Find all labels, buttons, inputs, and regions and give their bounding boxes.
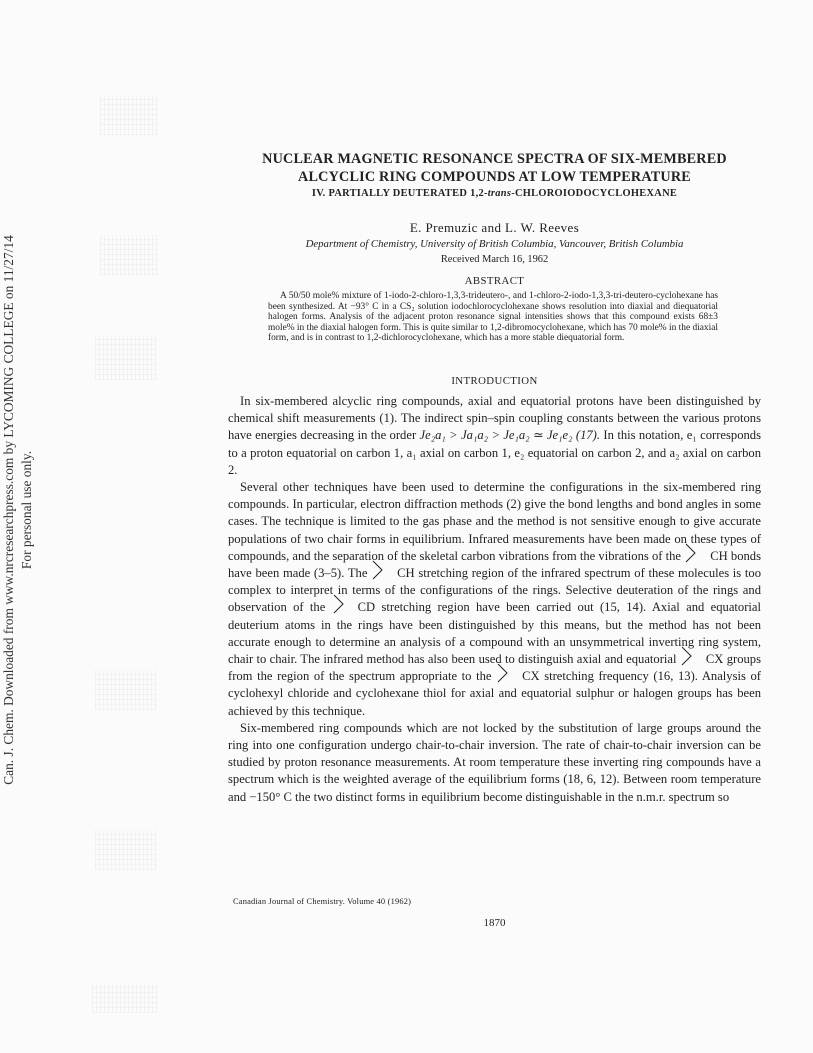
watermark-line-1: Can. J. Chem. Downloaded from www.nrcresearchpress.com by LYCOMING COLLEGE on 11/27/14	[1, 235, 16, 785]
paragraph-3: Six-membered ring compounds which are not locked by the substitution of large groups around the ring into one configuration undergo chair-to-chair inversion. The rate of chair-to-chair inversion can be studied by proton resonance measurements. At room temperature these inverting ring compounds have a spectrum which is the weighted average of the equilibrium forms (18, 6, 12). Between room temperature and −150° C the two distinct forms in equilibrium become distinguishable in the n.m.r. spectrum so	[228, 720, 761, 804]
article-subtitle	[228, 188, 761, 199]
paragraph-1	[228, 393, 761, 479]
bond-bracket-icon	[371, 559, 385, 581]
bond-bracket-icon	[680, 645, 694, 667]
scan-margin-noise	[92, 985, 158, 1013]
p2-text-d: stretching region have been carried out (15, 14). Axial and equatorial deuterium atoms in the rings have been distinguished by this means, but the method has not been accurate enough to determine an analysis of a compound with an unsymmetrical inverting ring system, chair to chair. The infrared method has also been used to distinguish axial and equatorial	[228, 600, 762, 667]
scan-margin-noise	[100, 235, 158, 275]
cx-group-symbol	[496, 668, 540, 685]
subtitle-post: -CHLOROIODOCYCLOHEXANE	[511, 188, 678, 199]
subtitle-italic: trans	[487, 188, 512, 199]
p2-text-a: Several other techniques have been used to determine the configurations in the six-membered ring compounds. In particular, electron diffraction methods (2) give the bond lengths and bond angles in some cases. The technique is limited to the gas phase and the method is not sensitive enough to give accurate populations of two chair forms in equilibrium. Infrared measurements have been made on these types of compounds, and the separation of the skeletal carbon vibrations from the vibrations of the	[228, 480, 761, 563]
bond-bracket-icon	[684, 542, 698, 564]
p2-text-f: stretching frequency (16, 13). Analysis of cyclohexyl chloride and cyclohexane thiol for axial and equatorial sulphur or halogen groups has been achieved by this technique.	[228, 669, 761, 718]
title-line-2: ALCYCLIC RING COMPOUNDS AT LOW TEMPERATURE	[298, 169, 691, 185]
download-watermark	[0, 150, 60, 870]
introduction-body	[228, 393, 761, 806]
ch-label: CH	[397, 566, 415, 581]
introduction-heading: INTRODUCTION	[451, 375, 538, 387]
scan-margin-noise	[95, 670, 157, 710]
ch-label: CH	[710, 548, 728, 563]
bond-bracket-icon	[496, 662, 510, 684]
cx-label: CX	[705, 652, 724, 667]
article-title	[228, 150, 761, 186]
title-line-1: NUCLEAR MAGNETIC RESONANCE SPECTRA OF SIX-MEMBERED	[262, 151, 727, 167]
received-date: Received March 16, 1962	[440, 254, 549, 265]
authors: E. Premuzic and L. W. Reeves	[409, 220, 580, 235]
subtitle-pre: IV. PARTIALLY DEUTERATED 1,2-	[311, 188, 488, 199]
p1-text-b: In this notation, e₁ corresponds to a proton equatorial on carbon 1, a₁ axial on carbon 1, e₂ equatorial on carbon 2, and a₂ axial on carbon 2.	[228, 428, 761, 477]
scan-margin-noise	[100, 95, 158, 135]
coupling-order: Je₂a₁ > Ja₁a₂ > Je₁a₂ ≃ Je₁e₂ (17).	[419, 428, 601, 443]
cx-label: CX	[522, 669, 540, 684]
paragraph-2	[228, 479, 761, 720]
watermark-line-2: For personal use only.	[19, 450, 34, 570]
cd-group-symbol	[332, 599, 376, 616]
p1-text-a: In six-membered alcyclic ring compounds, axial and equatorial protons have been distinguished by chemical shift measurements (1). The indirect spin–spin coupling constants between the various protons have energies decreasing in the order	[228, 394, 761, 443]
ch-group-symbol	[684, 548, 728, 565]
page-number: 1870	[483, 917, 506, 929]
cd-label: CD	[357, 600, 376, 615]
p2-text-c: stretching region of the infrared spectrum of these molecules is too complex to interpret in terms of the configurations of the rings. Selective deuteration of the rings and observation of the	[228, 566, 762, 615]
p2-text-e: groups from the region of the spectrum appropriate to the	[228, 652, 761, 684]
journal-footer: Canadian Journal of Chemistry. Volume 40 (1962)	[233, 897, 412, 906]
abstract-heading: ABSTRACT	[464, 275, 525, 287]
scan-margin-noise	[95, 335, 157, 380]
affiliation: Department of Chemistry, University of British Columbia, Vancouver, British Columbia	[305, 238, 684, 250]
scan-margin-noise	[95, 830, 157, 870]
p2-text-b: bonds have been made (3–5). The	[228, 548, 761, 581]
bond-bracket-icon	[332, 593, 346, 615]
cx-group-symbol	[680, 651, 724, 668]
ch-group-symbol	[371, 565, 415, 582]
abstract-text: A 50/50 mole% mixture of 1-iodo-2-chloro-1,3,3-trideutero-, and 1-chloro-2-iodo-1,3,3-tri-deutero-cyclohexane has been synthesized. At −93° C in a CS₂ solution iodochlorocyclohexane shows resolution into diaxial and diequatorial halogen forms. Analysis of the adjacent proton resonance signal intensities shows that this compound exists 68±3 mole% in the diaxial halogen form. This is quite similar to 1,2-dibromocyclohexane, which has 70 mole% in the diaxial form, and is in contrast to 1,2-dichlorocyclohexane, which has a more stable diequatorial form.	[268, 291, 718, 344]
